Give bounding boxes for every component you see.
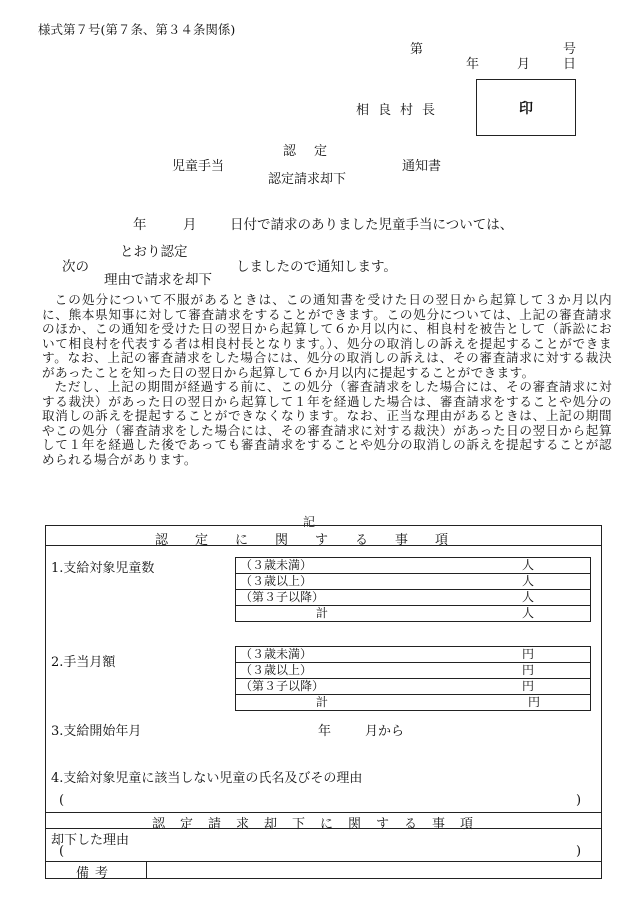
document-number-prefix: 第	[410, 42, 424, 57]
intro-prefix: 次の	[62, 259, 89, 275]
item-start-date-label: 3.支給開始年月	[51, 724, 142, 739]
row-label: （３歳以上）	[236, 663, 439, 679]
appeal-paragraph-1: この処分について不服があるときは、この通知書を受けた日の翌日から起算して３か月以内に、熊本県知事に対して審査請求をすることができます。この処分については、上記の審査請求のほか、この通知を受けた日の翌日から起算して６か月以内に、相良村を被告として（訴訟において相良村を代表する者は相良村長となります。）、処分の取消しの訴えを提起することができます。なお、上記の審査請求をした場合には、処分の取消しの訴えは、その審査請求に対する裁決があったことを知った日の翌日から起算して６か月以内に提起することができます。	[42, 292, 612, 380]
item-ineligible-children-label: 4.支給対象児童に該当しない児童の氏名及びその理由	[51, 771, 363, 786]
table-row	[236, 606, 591, 622]
title-approval: 認定	[283, 144, 346, 159]
section-approval-title: 認定に関する事項	[155, 533, 476, 548]
title-rejection: 認定請求却下	[268, 172, 347, 187]
seal-box	[476, 79, 576, 136]
start-year-label: 年	[318, 724, 332, 739]
appeal-paragraph-2: ただし、上記の期間が経過する前に、この処分（審査請求をした場合には、その審査請求に対する裁決）があった日の翌日から起算して１年を経過した場合は、審査請求をすることや処分の取消しの訴えを提起することができなくなります。なお、正当な理由があるときは、上記の期間やこの処分（審査請求をした場合には、その審査請求に対する裁決）があった日の翌日から起算して１年を経過した後であっても審査請求をすることや処分の取消しの訴えを提起することが認められる場合があります。	[42, 379, 612, 468]
paren-open: (	[59, 844, 65, 859]
table-row	[236, 558, 591, 574]
row-unit: 人	[438, 558, 590, 574]
intro-option-reject: 理由で請求を却下	[104, 272, 212, 288]
remarks-label: 備考	[76, 866, 115, 881]
row-label: （３歳以上）	[236, 574, 439, 590]
row-label: 計	[236, 695, 439, 711]
paren-close: )	[576, 844, 582, 859]
row-label: 計	[236, 606, 439, 622]
intro-year: 年	[133, 217, 147, 233]
row-label: （第３子以降）	[236, 679, 439, 695]
row-unit: 円	[438, 663, 590, 679]
rejection-reason-label: 却下した理由	[51, 833, 130, 848]
row-unit: 円	[438, 679, 590, 695]
ki-heading: 記	[303, 515, 316, 529]
title-notice: 通知書	[402, 159, 442, 174]
intro-text: 日付で請求のありました児童手当については、	[230, 217, 514, 233]
divider	[45, 861, 602, 862]
paren-open: (	[59, 793, 65, 808]
item-child-count-label: 1.支給対象児童数	[51, 561, 155, 576]
title-child-allowance: 児童手当	[172, 159, 225, 174]
row-label: （第３子以降）	[236, 590, 439, 606]
date-day-label: 日	[563, 57, 577, 72]
row-unit: 人	[438, 606, 590, 622]
date-month-label: 月	[517, 57, 531, 72]
section-rejection-title: 認定請求却下に関する事項	[152, 817, 489, 832]
issuer-name: 相良村長	[356, 103, 445, 118]
intro-month: 月	[183, 217, 197, 233]
row-unit: 円	[438, 647, 590, 663]
table-row	[236, 663, 591, 679]
remarks-divider	[146, 861, 147, 878]
table-row	[236, 679, 591, 695]
row-unit: 円	[438, 695, 590, 711]
child-count-table	[235, 557, 591, 622]
row-label: （３歳未満）	[236, 558, 439, 574]
row-label: （３歳未満）	[236, 647, 439, 663]
table-row	[236, 574, 591, 590]
date-year-label: 年	[466, 57, 480, 72]
table-row	[236, 590, 591, 606]
row-unit: 人	[438, 590, 590, 606]
row-unit: 人	[438, 574, 590, 590]
table-row	[236, 647, 591, 663]
start-month-label: 月から	[365, 724, 405, 739]
item-monthly-amount-label: 2.手当月額	[51, 655, 116, 670]
intro-option-approve: とおり認定	[120, 244, 188, 260]
divider	[45, 545, 602, 546]
paren-close: )	[576, 793, 582, 808]
document-number-suffix: 号	[563, 42, 577, 57]
intro-suffix: しましたので通知します。	[236, 259, 397, 275]
seal-label: 印	[519, 101, 533, 117]
form-number: 様式第７号(第７条、第３４条関係)	[38, 22, 236, 37]
appeal-notice	[42, 293, 612, 468]
monthly-amount-table	[235, 646, 591, 711]
table-row	[236, 695, 591, 711]
